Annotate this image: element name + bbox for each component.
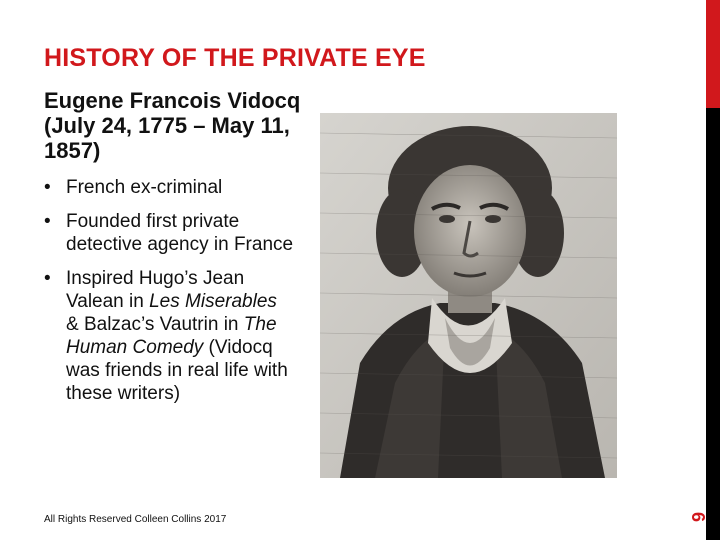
accent-bar-black: [706, 108, 720, 540]
bullet-item: [44, 176, 294, 199]
bullet-item: [44, 210, 294, 256]
page-number: 6: [688, 511, 708, 522]
accent-bar-red: [706, 0, 720, 108]
bullet-item: [44, 267, 294, 405]
bullet-text: Founded first private detective agency in France: [66, 211, 294, 255]
bullet-text: French ex-criminal: [66, 177, 223, 198]
portrait-engraving-illustration: [320, 113, 617, 478]
bullet-text: (Vidocq was friends in real life with these writers): [66, 337, 288, 404]
portrait-image: [320, 113, 617, 478]
bullet-text: & Balzac’s Vautrin in: [66, 314, 244, 335]
bullet-text: Inspired Hugo’s Jean Valean in: [66, 268, 245, 312]
book-title-human-comedy: The Human Comedy: [66, 314, 277, 358]
bullet-list: [44, 176, 294, 416]
footer-copyright: All Rights Reserved Colleen Collins 2017: [44, 514, 227, 525]
slide-subtitle: Eugene Francois Vidocq (July 24, 1775 – May 11, 1857): [44, 88, 301, 163]
book-title-les-miserables: Les Miserables: [149, 291, 277, 312]
slide-title: HISTORY OF THE PRIVATE EYE: [44, 44, 426, 72]
